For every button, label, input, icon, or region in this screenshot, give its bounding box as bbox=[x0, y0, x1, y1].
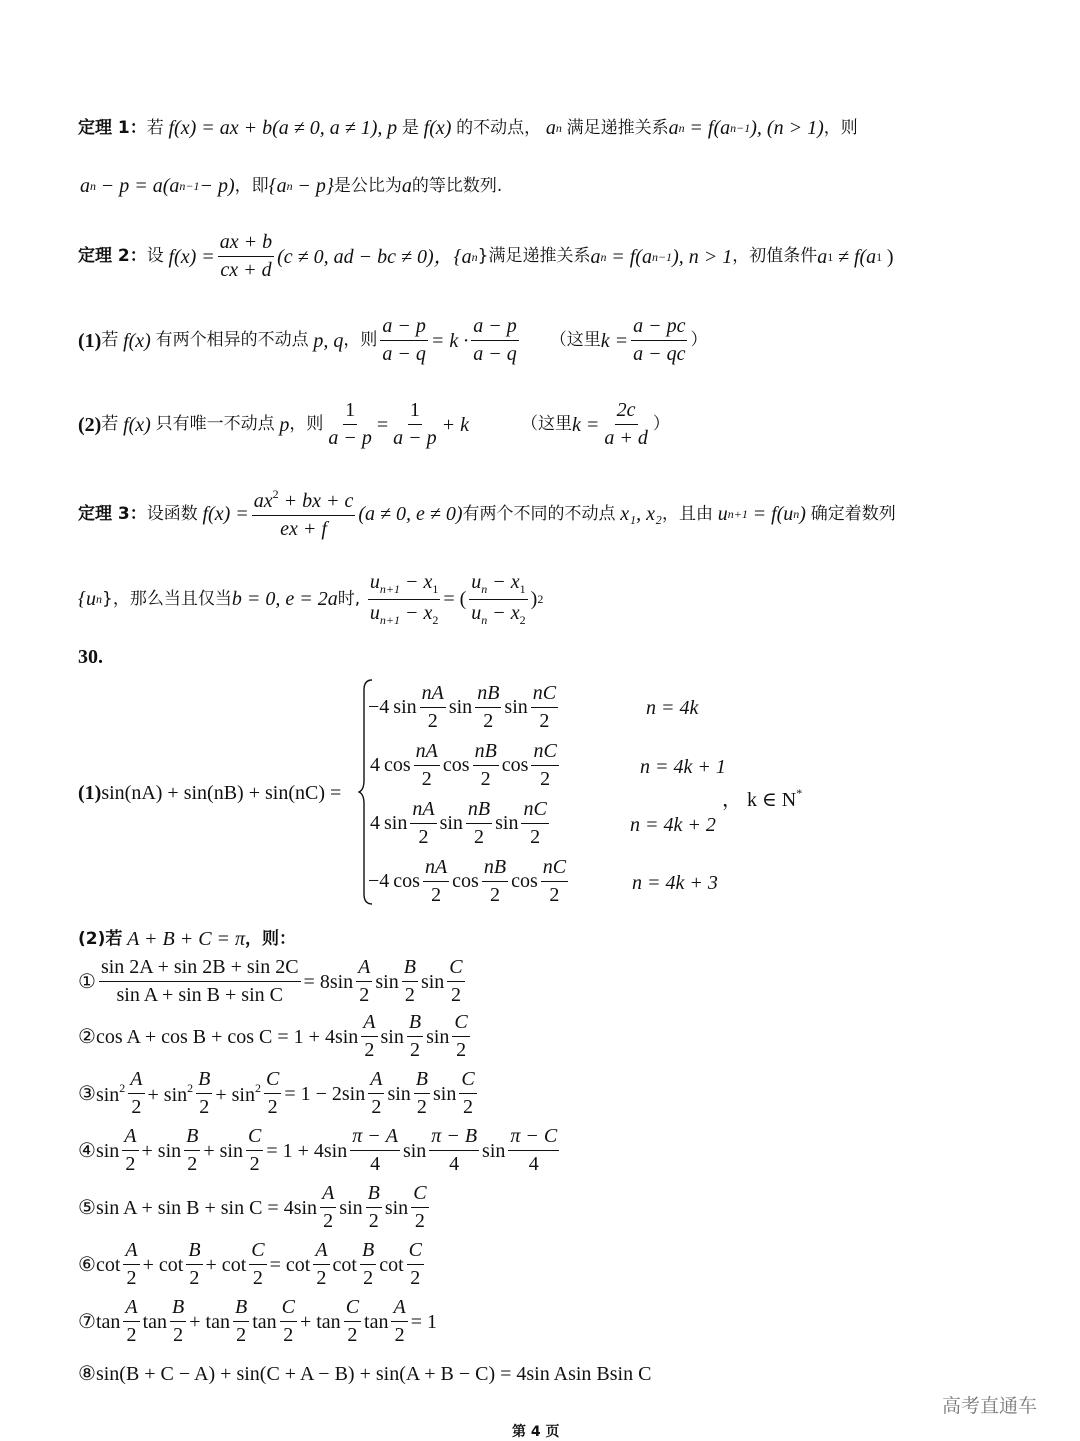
identity-4: ④ sin $\frac{A}{2}$ + sin $\frac{B}{2}$ + sin $\frac{C}{2}$ = 1 + 4sin $\frac{\pi - A}{4}$ sin $\frac{\pi - B}{4}$ sin $\frac{\pi - C}{4}$ bbox=[78, 1125, 558, 1175]
theorem2-case1: (1) 若 f(x) 有两个相异的不动点 p, q ，则 $\frac{a - p}{a - q}$ = k · $\frac{a - p}{a - q}$ （这里 k = $\frac{a - pc}{a - qc}$ ） bbox=[78, 315, 708, 365]
theorem2-label: 定理 2： bbox=[78, 246, 147, 266]
theorem3-conclusion: {u n }，那么当且仅当 b = 0, e = 2a 时, $\frac{u_{n+1} - x_1}{u_{n+1} - x_2}$ = ( $\frac{u_n - x_1}{u_n - x_2}$ ) 2 bbox=[78, 571, 544, 627]
identity-1: ① $\frac{\sin 2A + \sin 2B + \sin 2C}{\text{sin A + sin B + sin C}}$ = 8sin $\frac{A}{2}$ sin $\frac{B}{2}$ sin $\frac{C}{2}$ bbox=[78, 956, 463, 1006]
identity-8: ⑧ sin(B + C − A) + sin(C + A − B) + sin(A + B − C) = 4sin Asin Bsin C bbox=[78, 1363, 652, 1385]
watermark: 高考直通车 bbox=[942, 1395, 1038, 1417]
section-number: 30. bbox=[78, 646, 103, 668]
theorem3-statement: 定理 3： 设函数 f(x) = $\frac{ax^2 + bx + c}{ex + f}$ (a ≠ 0, e ≠ 0) 有两个不同的不动点 x₁, x₂ ，且由 u n+1 = f(u n ) 确定着数列 bbox=[78, 487, 896, 540]
theorem2-statement: 定理 2： 设 f(x) = $\frac{ax + b}{cx + d}$ (c ≠ 0, ad − bc ≠ 0) ，{a n }满足递推关系 a n = f(a n−1 ), n > 1 ，初值条件 a 1 ≠ f(a 1 ) bbox=[78, 231, 894, 281]
theorem1-line1: 定理 1： 若 f(x) = ax + b(a ≠ 0, a ≠ 1), p 是 f(x) 的不动点， a n 满足递推关系 a n = f(a n−1 ), (n > 1) ，则 bbox=[78, 117, 858, 139]
theorem1-line2: a n − p = a(a n−1 − p) ，即 {a n − p} 是公比为 a 的等比数列. bbox=[80, 175, 503, 197]
theorem3-label: 定理 3： bbox=[78, 503, 147, 524]
case-condition: n = 4k + 2 bbox=[630, 814, 716, 836]
identity-5: ⑤ sin A + sin B + sin C = 4sin $\frac{A}{2}$ sin $\frac{B}{2}$ sin $\frac{C}{2}$ bbox=[78, 1182, 427, 1232]
theorem2-case2: (2) 若 f(x) 只有唯一不动点 p ，则 $\frac{1}{a - p}$ = $\frac{1}{a - p}$ + k （这里 k = $\frac{2c}{a + d}$ ） bbox=[78, 399, 670, 449]
case-condition: n = 4k + 3 bbox=[632, 872, 718, 894]
case-row: −4 sin $\frac{nA}{2}$ sin $\frac{nB}{2}$ sin $\frac{nC}{2}$ bbox=[368, 682, 557, 732]
case-condition: n = 4k bbox=[646, 697, 699, 719]
identity-6: ⑥ cot $\frac{A}{2}$ + cot $\frac{B}{2}$ + cot $\frac{C}{2}$ = cot $\frac{A}{2}$ cot $\frac{B}{2}$ cot $\frac{C}{2}$ bbox=[78, 1239, 422, 1289]
identity-part1-lhs: (1) sin(nA) + sin(nB) + sin(nC) = bbox=[78, 782, 342, 804]
identity-3: ③ $\sin^2$ $\frac{A}{2}$ + $\sin^2$ $\frac{B}{2}$ + $\sin^2$ $\frac{C}{2}$ = 1 − 2sin $\frac{A}{2}$ sin $\frac{B}{2}$ sin $\frac{C}{2}$ bbox=[78, 1068, 475, 1118]
domain-note: ， k ∈ N* bbox=[722, 786, 803, 811]
page-number: 第 4 页 bbox=[512, 1424, 560, 1440]
part2-heading: (2)若 A + B + C = π ，则： bbox=[78, 928, 297, 950]
identity-2: ② cos A + cos B + cos C = 1 + 4sin $\frac{A}{2}$ sin $\frac{B}{2}$ sin $\frac{C}{2}$ bbox=[78, 1011, 468, 1061]
case-row: −4 cos $\frac{nA}{2}$ cos $\frac{nB}{2}$ cos $\frac{nC}{2}$ bbox=[368, 856, 567, 906]
theorem2-fraction: $\frac{ax + b}{cx + d}$ bbox=[219, 231, 273, 281]
identity-7: ⑦ tan $\frac{A}{2}$ tan $\frac{B}{2}$ + tan $\frac{B}{2}$ tan $\frac{C}{2}$ + tan $\frac{C}{2}$ tan $\frac{A}{2}$ = 1 bbox=[78, 1296, 437, 1346]
case-row: 4 sin $\frac{nA}{2}$ sin $\frac{nB}{2}$ sin $\frac{nC}{2}$ bbox=[370, 798, 547, 848]
theorem1-label: 定理 1： bbox=[78, 117, 147, 138]
case-row: 4 cos $\frac{nA}{2}$ cos $\frac{nB}{2}$ cos $\frac{nC}{2}$ bbox=[370, 740, 557, 790]
case-condition: n = 4k + 1 bbox=[640, 756, 726, 778]
